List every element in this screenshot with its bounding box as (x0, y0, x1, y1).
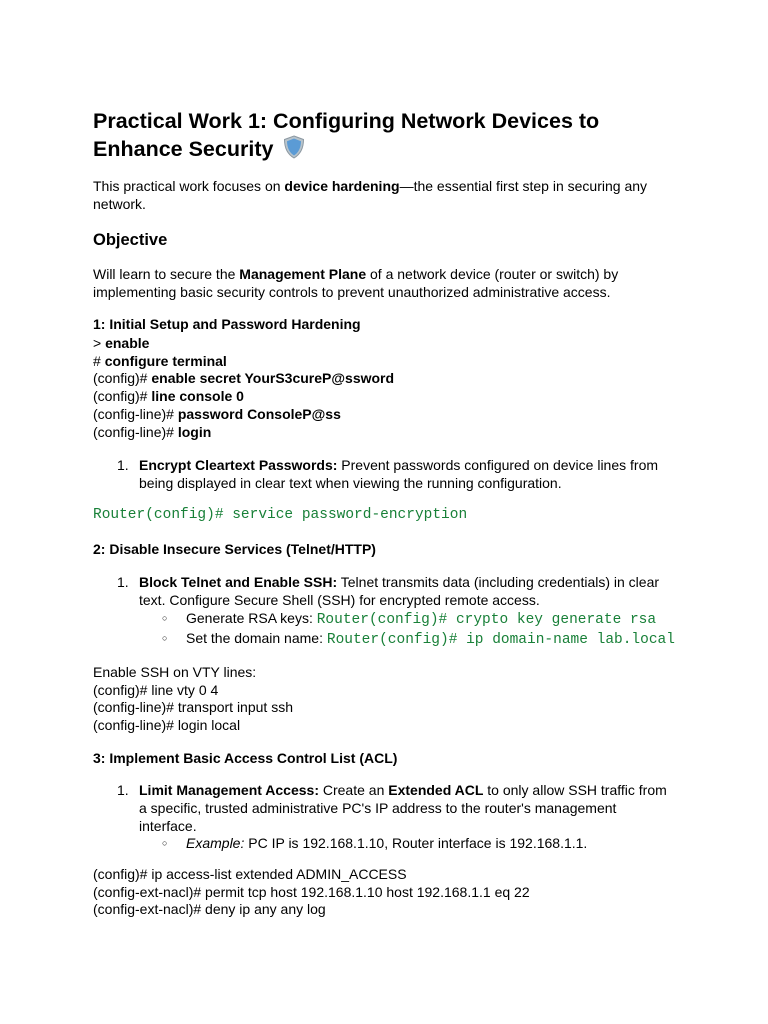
command-line: (config-line)# transport input ssh (93, 699, 293, 716)
sub-item-example: Example: PC IP is 192.168.1.10, Router interface is 192.168.1.1. (186, 835, 588, 851)
title-line-2: Enhance Security (93, 137, 274, 161)
sub-item-rsa: Generate RSA keys: Router(config)# crypto key generate rsa (186, 610, 657, 628)
vty-block (93, 664, 293, 735)
objective-paragraph: Will learn to secure the Management Plane of a network device (router or switch) by implementing basic security controls to prevent unauthorized administrative access. (93, 266, 619, 300)
bullet-icon: ○ (162, 613, 168, 623)
title-line-1: Practical Work 1: Configuring Network Devices to (93, 109, 600, 133)
section-3-heading: 3: Implement Basic Access Control List (ACL) (93, 750, 398, 766)
list-item: Encrypt Cleartext Passwords: Prevent passwords configured on device lines from being displayed in clear text when viewing the running configuration. (139, 457, 659, 491)
intro-paragraph: This practical work focuses on device hardening—the essential first step in securing any network. (93, 178, 648, 212)
objective-bold: Management Plane (239, 266, 367, 282)
command-line: (config)# line vty 0 4 (93, 681, 219, 698)
sub-item-domain: Set the domain name: Router(config)# ip domain-name lab.local (186, 630, 675, 648)
command-line: (config-ext-nacl)# permit tcp host 192.168.1.10 host 192.168.1.1 eq 22 (93, 883, 530, 900)
text-line: Enable SSH on VTY lines: (93, 664, 257, 680)
objective-heading: Objective (93, 231, 168, 249)
acl-block (93, 866, 530, 919)
intro-bold: device hardening (284, 178, 400, 194)
section-2-heading: 2: Disable Insecure Services (Telnet/HTTP) (93, 541, 376, 557)
list-number: 1. (117, 782, 129, 798)
command-line: (config-line)# login (93, 423, 212, 440)
command-line: (config)# line console 0 (93, 388, 244, 405)
command-line: (config-line)# login local (93, 717, 241, 734)
shield-icon (283, 135, 305, 159)
command-line: (config)# enable secret YourS3cureP@ssword (93, 370, 395, 387)
page-title (93, 108, 693, 163)
list-number: 1. (117, 574, 129, 590)
bullet-icon: ○ (162, 633, 168, 643)
command-line: > enable (93, 335, 150, 351)
section-1-heading: 1: Initial Setup and Password Hardening (93, 316, 361, 332)
command-line: (config)# ip access-list extended ADMIN_ACCESS (93, 866, 407, 882)
command-line: (config-line)# password ConsoleP@ss (93, 405, 341, 422)
command-line: (config-ext-nacl)# deny ip any any log (93, 901, 326, 918)
service-encryption-code: Router(config)# service password-encryption (93, 507, 468, 523)
command-line: # configure terminal (93, 352, 227, 369)
list-item: Block Telnet and Enable SSH: Telnet transmits data (including credentials) in clear text. Configure Secure Shell (SSH) for encrypted remote access. (139, 574, 660, 608)
list-item: Limit Management Access: Create an Extended ACL to only allow SSH traffic from a specific, trusted administrative PC's IP address to the router's management interface. (139, 782, 667, 834)
bullet-icon: ○ (162, 838, 168, 848)
section-1-commands (93, 335, 394, 441)
list-number: 1. (117, 457, 129, 473)
